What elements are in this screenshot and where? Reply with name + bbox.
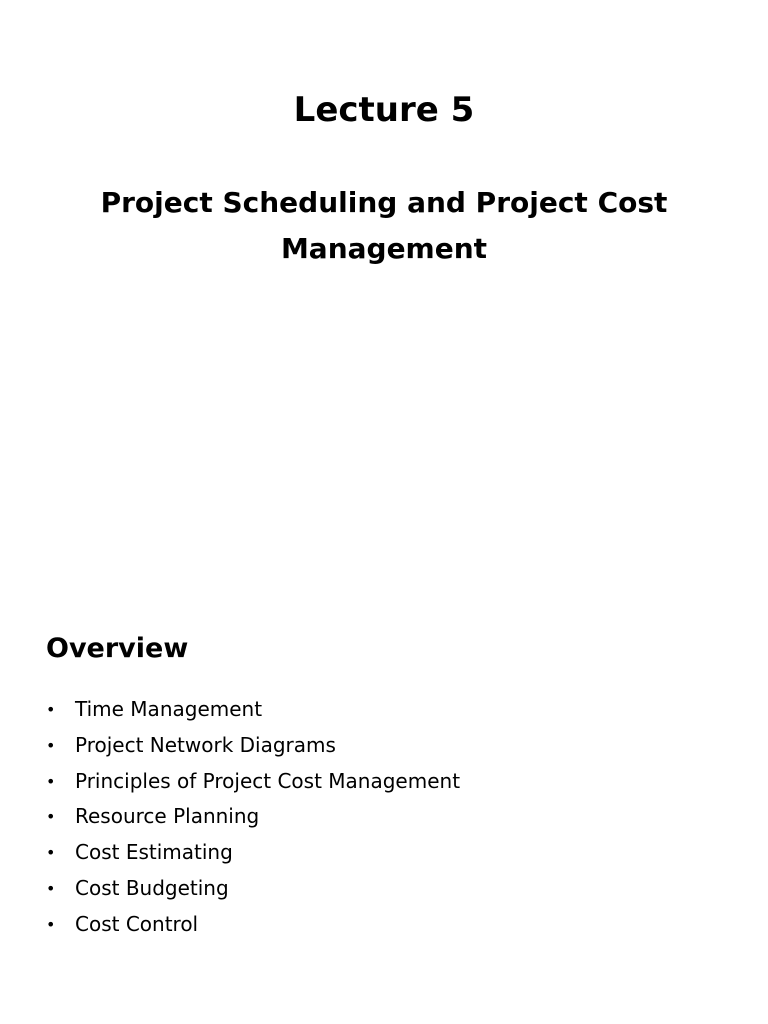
list-item-label: Cost Control	[75, 911, 199, 936]
bullet-icon: •	[46, 807, 56, 827]
bullet-icon: •	[46, 843, 56, 863]
slide-title: Lecture 5	[293, 90, 475, 130]
bullet-icon: •	[46, 771, 56, 791]
list-item-label: Cost Budgeting	[75, 875, 229, 900]
slide-subtitle-line-2: Management	[280, 232, 488, 265]
slide-subtitle-line-1: Project Scheduling and Project Cost	[100, 186, 668, 219]
list-item-label: Resource Planning	[75, 804, 260, 829]
list-item-label: Principles of Project Cost Management	[75, 768, 461, 793]
bullet-icon: •	[46, 914, 56, 934]
bullet-icon: •	[46, 878, 56, 898]
overview-heading: Overview	[46, 633, 189, 664]
list-item-label: Project Network Diagrams	[75, 732, 336, 757]
bullet-icon: •	[46, 735, 56, 755]
list-item-label: Cost Estimating	[75, 840, 233, 865]
list-item-label: Time Management	[75, 697, 263, 721]
slide-subtitle	[84, 180, 684, 272]
bullet-icon: •	[46, 700, 56, 719]
